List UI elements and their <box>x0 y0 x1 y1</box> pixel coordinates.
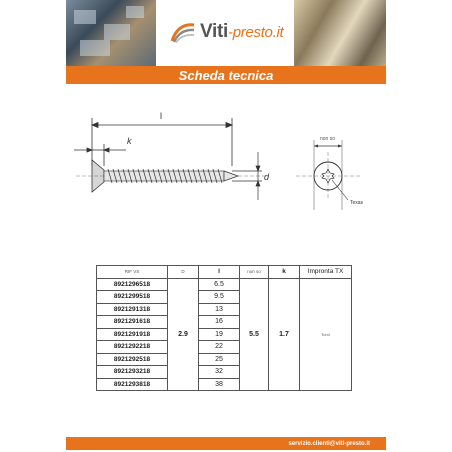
screw-technical-drawing <box>66 100 386 250</box>
contact-email-link[interactable]: servizio.clienti@viti-presto.it <box>288 440 370 447</box>
cell-l: 22 <box>199 341 240 354</box>
cell-l: 19 <box>199 328 240 341</box>
cell-ref: 8921293818 <box>97 378 168 391</box>
cell-l: 13 <box>199 303 240 316</box>
cell-d-merged: 2.9 <box>168 278 199 391</box>
cell-ref: 8921296518 <box>97 278 168 291</box>
header-photo-screws <box>294 0 386 66</box>
header <box>66 0 386 66</box>
title-banner <box>66 66 386 84</box>
cell-non-so-merged: 5.5 <box>240 278 269 391</box>
cell-ref: 8921291618 <box>97 316 168 329</box>
brand-logo[interactable] <box>170 18 283 46</box>
logo-swoosh-icon <box>170 21 196 43</box>
header-d: D <box>168 266 199 279</box>
spec-table <box>96 265 352 391</box>
header-k: k <box>269 266 300 279</box>
cell-l: 9.5 <box>199 291 240 304</box>
table-header-row <box>97 266 352 279</box>
cell-ref: 8921291318 <box>97 303 168 316</box>
label-d: d <box>264 172 270 182</box>
header-non-so: non so <box>240 266 269 279</box>
cell-ref: 8921292518 <box>97 353 168 366</box>
cell-l: 25 <box>199 353 240 366</box>
page-title: Scheda tecnica <box>178 67 274 83</box>
footer-bar <box>66 437 386 450</box>
cell-impronta-merged: Torxi <box>300 278 352 391</box>
header-photo-tools <box>66 0 156 66</box>
label-texas: Texas <box>350 200 364 206</box>
label-k: k <box>127 136 132 146</box>
label-l: l <box>160 111 162 121</box>
cell-l: 32 <box>199 366 240 379</box>
cell-ref: 8921291918 <box>97 328 168 341</box>
screw-profile <box>76 160 266 192</box>
header-impronta: Impronta TX <box>300 266 352 279</box>
label-non-so: non so <box>320 136 336 142</box>
cell-k-merged: 1.7 <box>269 278 300 391</box>
cell-l: 16 <box>199 316 240 329</box>
cell-l: 6.5 <box>199 278 240 291</box>
cell-ref: 8921293218 <box>97 366 168 379</box>
cell-l: 38 <box>199 378 240 391</box>
brand-name: Viti-presto.it <box>200 21 284 42</box>
cell-ref: 8921299518 <box>97 291 168 304</box>
header-ref: RIF VS <box>97 266 168 279</box>
header-l: l <box>199 266 240 279</box>
table-row <box>97 278 352 291</box>
head-top-view <box>296 136 364 210</box>
cell-ref: 8921292218 <box>97 341 168 354</box>
